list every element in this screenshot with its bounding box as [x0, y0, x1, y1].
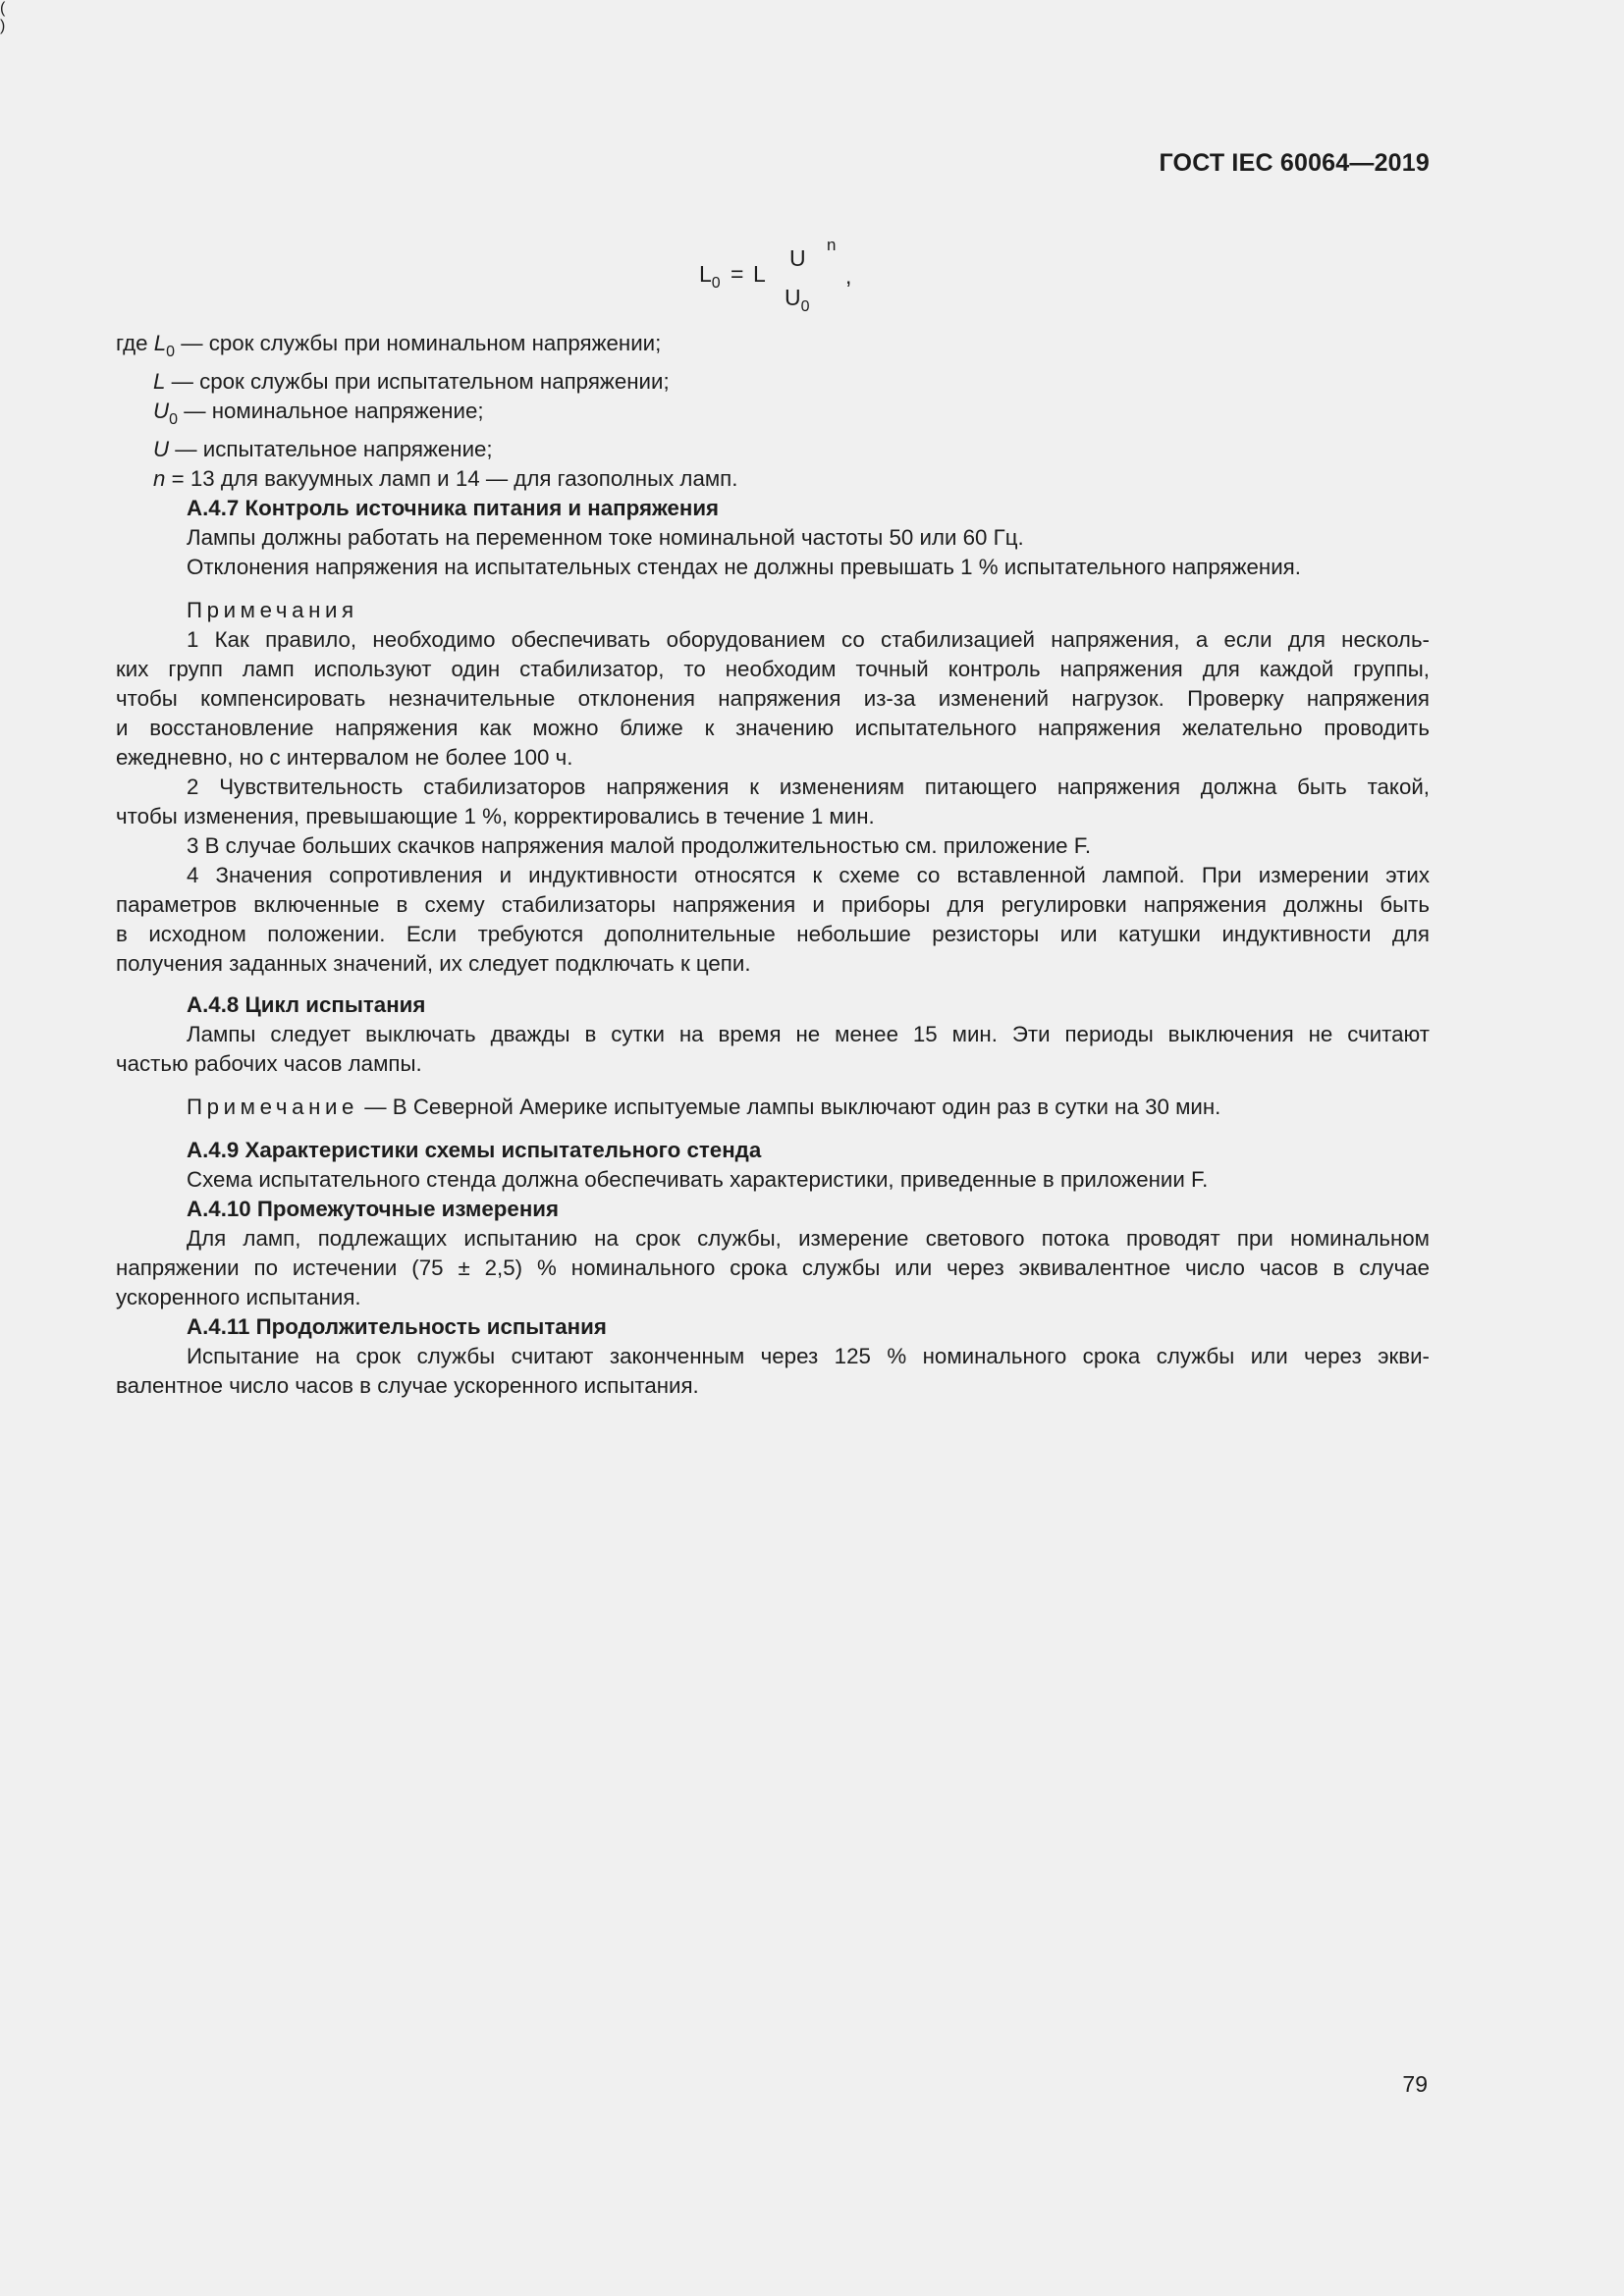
note-1-line-5: ежедневно, но с интервалом не более 100 ч.: [116, 745, 573, 770]
section-a49-title: А.4.9 Характеристики схемы испытательного стенда: [187, 1138, 762, 1162]
page-number: 79: [1402, 2071, 1428, 2097]
formula-lhs: $L_0$: [699, 261, 721, 292]
section-a411-p1-line-2: валентное число часов в случае ускоренного испытания.: [116, 1373, 699, 1398]
note-1-line-2: ких групп ламп используют один стабилизатор, то необходим точный контроль напряжения для каждой группы,: [116, 657, 1430, 681]
formula-right-paren: ): [0, 18, 6, 34]
formula-exponent: n: [827, 236, 837, 254]
formula-l: L: [753, 261, 766, 287]
section-a411-title: А.4.11 Продолжительность испытания: [187, 1314, 607, 1339]
note-4-line-2: параметров включенные в схему стабилизаторы напряжения и приборы для регулировки напряжения должны быть: [116, 892, 1430, 917]
section-a48-title: А.4.8 Цикл испытания: [187, 992, 426, 1017]
note-2-line-1: 2 Чувствительность стабилизаторов напряжения к изменениям питающего напряжения должна быть такой,: [187, 774, 1430, 799]
section-a411-p1-line-1: Испытание на срок службы считают законченным через 125 % номинального срока службы или через экви-: [187, 1344, 1430, 1368]
note-4-line-1: 4 Значения сопротивления и индуктивности относятся к схеме со вставленной лампой. При измерении этих: [187, 863, 1430, 887]
formula-left-paren: (: [0, 0, 6, 17]
note-4-line-4: получения заданных значений, их следует подключать к цепи.: [116, 951, 751, 976]
note-1-line-3: чтобы компенсировать незначительные отклонения напряжения из-за изменений нагрузок. Проверку напряжения: [116, 686, 1430, 711]
formula-numerator: U: [789, 245, 806, 271]
section-a410-p1-line-3: ускоренного испытания.: [116, 1285, 361, 1309]
section-a47-p2: Отклонения напряжения на испытательных стендах не должны превышать 1 % испытательного напряжения.: [187, 555, 1301, 579]
standard-code-header: ГОСТ IEC 60064—2019: [1159, 149, 1430, 177]
where-line-4: U — испытательное напряжение;: [153, 437, 493, 461]
section-a410-title: А.4.10 Промежуточные измерения: [187, 1197, 560, 1221]
section-a48-p1-line-1: Лампы следует выключать дважды в сутки на время не менее 15 мин. Эти периоды выключения не считают: [187, 1022, 1430, 1046]
where-line-3: $U_0$ — номинальное напряжение;: [153, 399, 484, 428]
note-1-line-4: и восстановление напряжения как можно ближе к значению испытательного напряжения желательно проводить: [116, 716, 1430, 740]
section-a410-p1-line-1: Для ламп, подлежащих испытанию на срок службы, измерение светового потока проводят при номинальном: [187, 1226, 1430, 1251]
note-4-line-3: в исходном положении. Если требуются дополнительные небольшие резисторы или катушки индуктивности для: [116, 922, 1430, 946]
section-a47-p1: Лампы должны работать на переменном токе номинальной частоты 50 или 60 Гц.: [187, 525, 1024, 550]
note-3: 3 В случае больших скачков напряжения малой продолжительностью см. приложение F.: [187, 833, 1092, 858]
section-a47-title: А.4.7 Контроль источника питания и напряжения: [187, 496, 720, 520]
notes-label: Примечания: [187, 598, 358, 622]
section-a48-p1-line-2: частью рабочих часов лампы.: [116, 1051, 422, 1076]
document-body: [116, 329, 1430, 1401]
section-a410-p1-line-2: напряжении по истечении (75 ± 2,5) % номинального срока службы или через эквивалентное число часов в случае: [116, 1255, 1430, 1280]
note-1-line-1: 1 Как правило, необходимо обеспечивать оборудованием со стабилизацией напряжения, а если для несколь-: [187, 627, 1430, 652]
where-line-1: где $L_0$ — срок службы при номинальном напряжении;: [116, 331, 662, 360]
section-a49-p1: Схема испытательного стенда должна обеспечивать характеристики, приведенные в приложении F.: [187, 1167, 1209, 1192]
note-2-line-2: чтобы изменения, превышающие 1 %, корректировались в течение 1 мин.: [116, 804, 875, 828]
where-line-5: n = 13 для вакуумных ламп и 14 — для газополных ламп.: [153, 466, 738, 491]
formula-denominator: $U_0$: [785, 285, 810, 315]
formula-comma: ,: [845, 263, 852, 289]
where-line-2: L — срок службы при испытательном напряжении;: [153, 369, 670, 394]
section-a48-note: Примечание — В Северной Америке испытуемые лампы выключают один раз в сутки на 30 мин.: [187, 1095, 1221, 1119]
formula-equals: =: [731, 261, 744, 287]
